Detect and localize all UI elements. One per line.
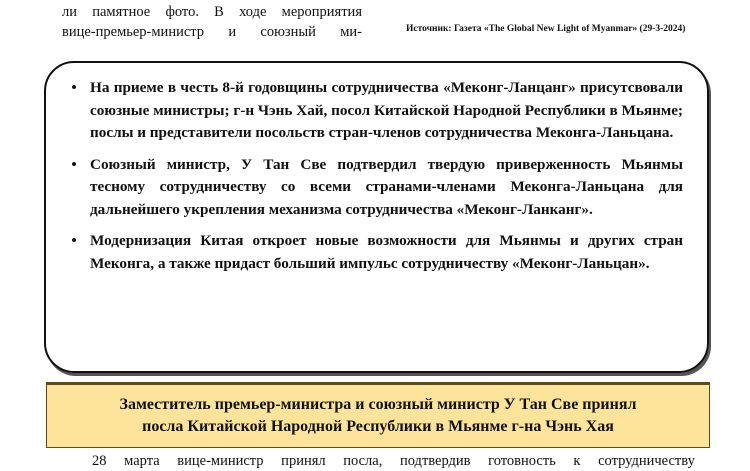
summary-point-text: Союзный министр, У Тан Све подтвердил твердую приверженность Мьянмы тесному сотрудничеству со всеми странами-членами Меконга-Ланьцана для дальнейшего укрепления механизма сотрудничества «Меконг-Ланканг». [90,155,683,218]
summary-point-text: Модернизация Китая откроет новые возможности для Мьянмы и других стран Меконга, а также придаст больший импульс сотрудничеству «Меконг-Ланьцан». [90,232,683,272]
headline-banner [46,384,710,448]
article-text-top [62,2,362,42]
bullet-icon: • [71,79,77,96]
bullet-icon: • [71,155,77,173]
article-text-bottom: 28 марта вице-министр принял посла, подтвердив готовность к сотрудничеству [92,453,695,469]
summary-point [64,230,683,275]
headline-line-1: Заместитель премьер-министра и союзный министр У Тан Све принял [119,396,637,413]
summary-point [64,77,683,145]
headline-line-2: посла Китайской Народной Республики в Мьянме г-на Чэнь Хая [142,418,614,435]
summary-list [64,77,683,275]
article-line: вице-премьер-министр и союзный ми- [62,24,362,40]
summary-box [44,61,709,373]
summary-point-text: На приеме в честь 8-й годовщины сотрудничества «Меконг-Ланцанг» присутсвовали союзные министры; г-н Чэнь Хай, посол Китайской Народной Республики в Мьянме; послы и представители посольств стран-членов сотрудничества Меконга-Ланьцана. [90,79,683,141]
bullet-icon: • [71,232,77,249]
article-line: ли памятное фото. В ходе мероприятия [62,4,362,20]
summary-point [64,154,683,222]
source-citation: Источник: Газета «The Global New Light of Myanmar» (29-3-2024) [406,24,686,34]
